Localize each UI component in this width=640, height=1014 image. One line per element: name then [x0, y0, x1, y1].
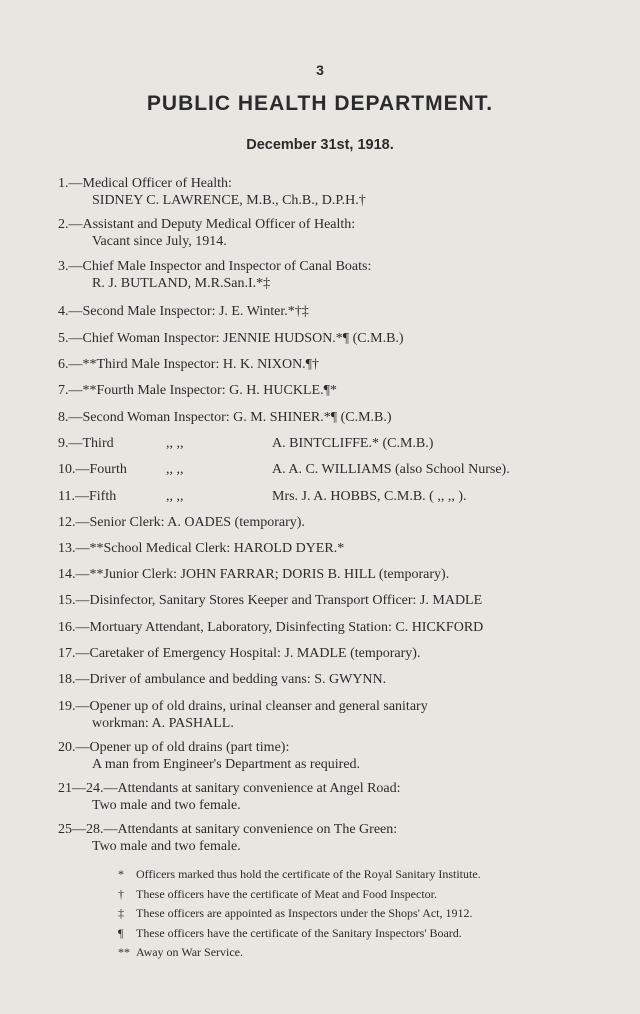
entry-heading: 5.—Chief Woman Inspector: JENNIE HUDSON.*¶ (C.M.B.) — [58, 331, 404, 346]
staff-entry-2 — [58, 216, 623, 250]
footnote-text: These officers have the certificate of Meat and Food Inspector. — [136, 886, 437, 901]
staff-entry-19 — [58, 698, 623, 732]
entry-detail: A man from Engineer's Department as required. — [92, 757, 361, 772]
staff-entry-10 — [58, 461, 623, 478]
staff-entry-8 — [58, 409, 623, 426]
footnote-symbol: ** — [118, 945, 130, 959]
entry-detail: R. J. BUTLAND, M.R.San.I.*‡ — [92, 276, 271, 291]
footnote-symbol: † — [118, 886, 124, 901]
entry-heading: 18.—Driver of ambulance and bedding vans: S. GWYNN. — [58, 672, 387, 687]
ditto-marks: ,, ,, — [166, 462, 184, 477]
staff-entry-17 — [58, 645, 623, 662]
staff-entry-5 — [58, 330, 623, 347]
ditto-marks: ,, ,, — [166, 436, 184, 451]
entry-heading: 9.—Third — [58, 436, 114, 451]
footnote-symbol: ‡ — [118, 906, 124, 920]
entry-heading: 20.—Opener up of old drains (part time): — [58, 740, 290, 755]
staff-entry-25-28 — [58, 821, 623, 855]
footnote-symbol: ¶ — [118, 925, 124, 940]
staff-entry-7 — [58, 382, 623, 399]
staff-entry-6 — [58, 356, 623, 373]
page-title: PUBLIC HEALTH DEPARTMENT. — [146, 92, 494, 115]
entry-heading: 14.—**Junior Clerk: JOHN FARRAR; DORIS B. HILL (temporary). — [58, 567, 450, 582]
document-date: December 31st, 1918. — [246, 137, 394, 153]
footnote-text: Officers marked thus hold the certificate of the Royal Sanitary Institute. — [136, 867, 481, 881]
staff-entry-11 — [58, 488, 623, 505]
staff-entry-15 — [58, 592, 623, 609]
entry-heading: 4.—Second Male Inspector: J. E. Winter.*†‡ — [58, 304, 309, 319]
staff-entry-21-24 — [58, 780, 623, 814]
entry-heading: 3.—Chief Male Inspector and Inspector of Canal Boats: — [58, 259, 372, 274]
entry-detail: Two male and two female. — [92, 798, 241, 813]
entry-heading: 8.—Second Woman Inspector: G. M. SHINER.*¶ (C.M.B.) — [58, 410, 392, 425]
footnote-text: These officers have the certificate of the Sanitary Inspectors' Board. — [136, 925, 462, 940]
entry-name: A. BINTCLIFFE.* (C.M.B.) — [272, 436, 434, 451]
entry-name: Mrs. J. A. HOBBS, C.M.B. ( ,, ,, ). — [272, 489, 467, 504]
staff-entry-14 — [58, 566, 623, 583]
footnote — [118, 943, 481, 963]
footnote-text: Away on War Service. — [136, 945, 244, 959]
staff-entry-9 — [58, 435, 623, 452]
entry-heading: 15.—Disinfector, Sanitary Stores Keeper and Transport Officer: J. MADLE — [58, 593, 483, 608]
footnote — [118, 924, 481, 944]
entry-heading: 13.—**School Medical Clerk: HAROLD DYER.* — [58, 541, 345, 556]
staff-entry-3 — [58, 258, 623, 292]
entry-detail: SIDNEY C. LAWRENCE, M.B., Ch.B., D.P.H.† — [92, 193, 366, 208]
footnote-symbol: * — [118, 867, 124, 881]
footnotes — [118, 865, 481, 963]
footnote — [118, 904, 481, 924]
entry-heading: 12.—Senior Clerk: A. OADES (temporary). — [58, 515, 305, 530]
entry-heading: 16.—Mortuary Attendant, Laboratory, Disinfecting Station: C. HICKFORD — [58, 620, 484, 635]
staff-entry-20 — [58, 739, 623, 773]
footnote — [118, 865, 481, 885]
staff-entry-18 — [58, 671, 623, 688]
entry-detail: Two male and two female. — [92, 839, 241, 854]
page-number: 3 — [316, 62, 324, 78]
footnote-text: These officers are appointed as Inspectors under the Shops' Act, 1912. — [136, 906, 473, 920]
entry-heading: 7.—**Fourth Male Inspector: G. H. HUCKLE.¶* — [58, 383, 337, 398]
entry-heading: 10.—Fourth — [58, 462, 127, 477]
entry-name: A. A. C. WILLIAMS (also School Nurse). — [272, 462, 510, 477]
staff-entry-4 — [58, 303, 623, 320]
footnote — [118, 885, 481, 905]
entry-detail: Vacant since July, 1914. — [92, 234, 227, 249]
entry-heading: 25—28.—Attendants at sanitary convenience on The Green: — [58, 822, 398, 837]
staff-entry-13 — [58, 540, 623, 557]
ditto-marks: ,, ,, — [166, 489, 184, 504]
entry-heading: 19.—Opener up of old drains, urinal cleanser and general sanitary — [58, 699, 428, 714]
entry-heading: 17.—Caretaker of Emergency Hospital: J. MADLE (temporary). — [58, 646, 421, 661]
staff-entry-12 — [58, 514, 623, 531]
entry-heading: 11.—Fifth — [58, 489, 117, 504]
staff-entry-1 — [58, 175, 623, 209]
entry-heading: 21—24.—Attendants at sanitary convenience at Angel Road: — [58, 781, 401, 796]
staff-entry-16 — [58, 619, 623, 636]
entry-heading: 6.—**Third Male Inspector: H. K. NIXON.¶† — [58, 357, 320, 372]
entry-heading: 2.—Assistant and Deputy Medical Officer of Health: — [58, 217, 356, 232]
entry-heading: 1.—Medical Officer of Health: — [58, 176, 232, 191]
entry-detail: workman: A. PASHALL. — [92, 716, 234, 731]
